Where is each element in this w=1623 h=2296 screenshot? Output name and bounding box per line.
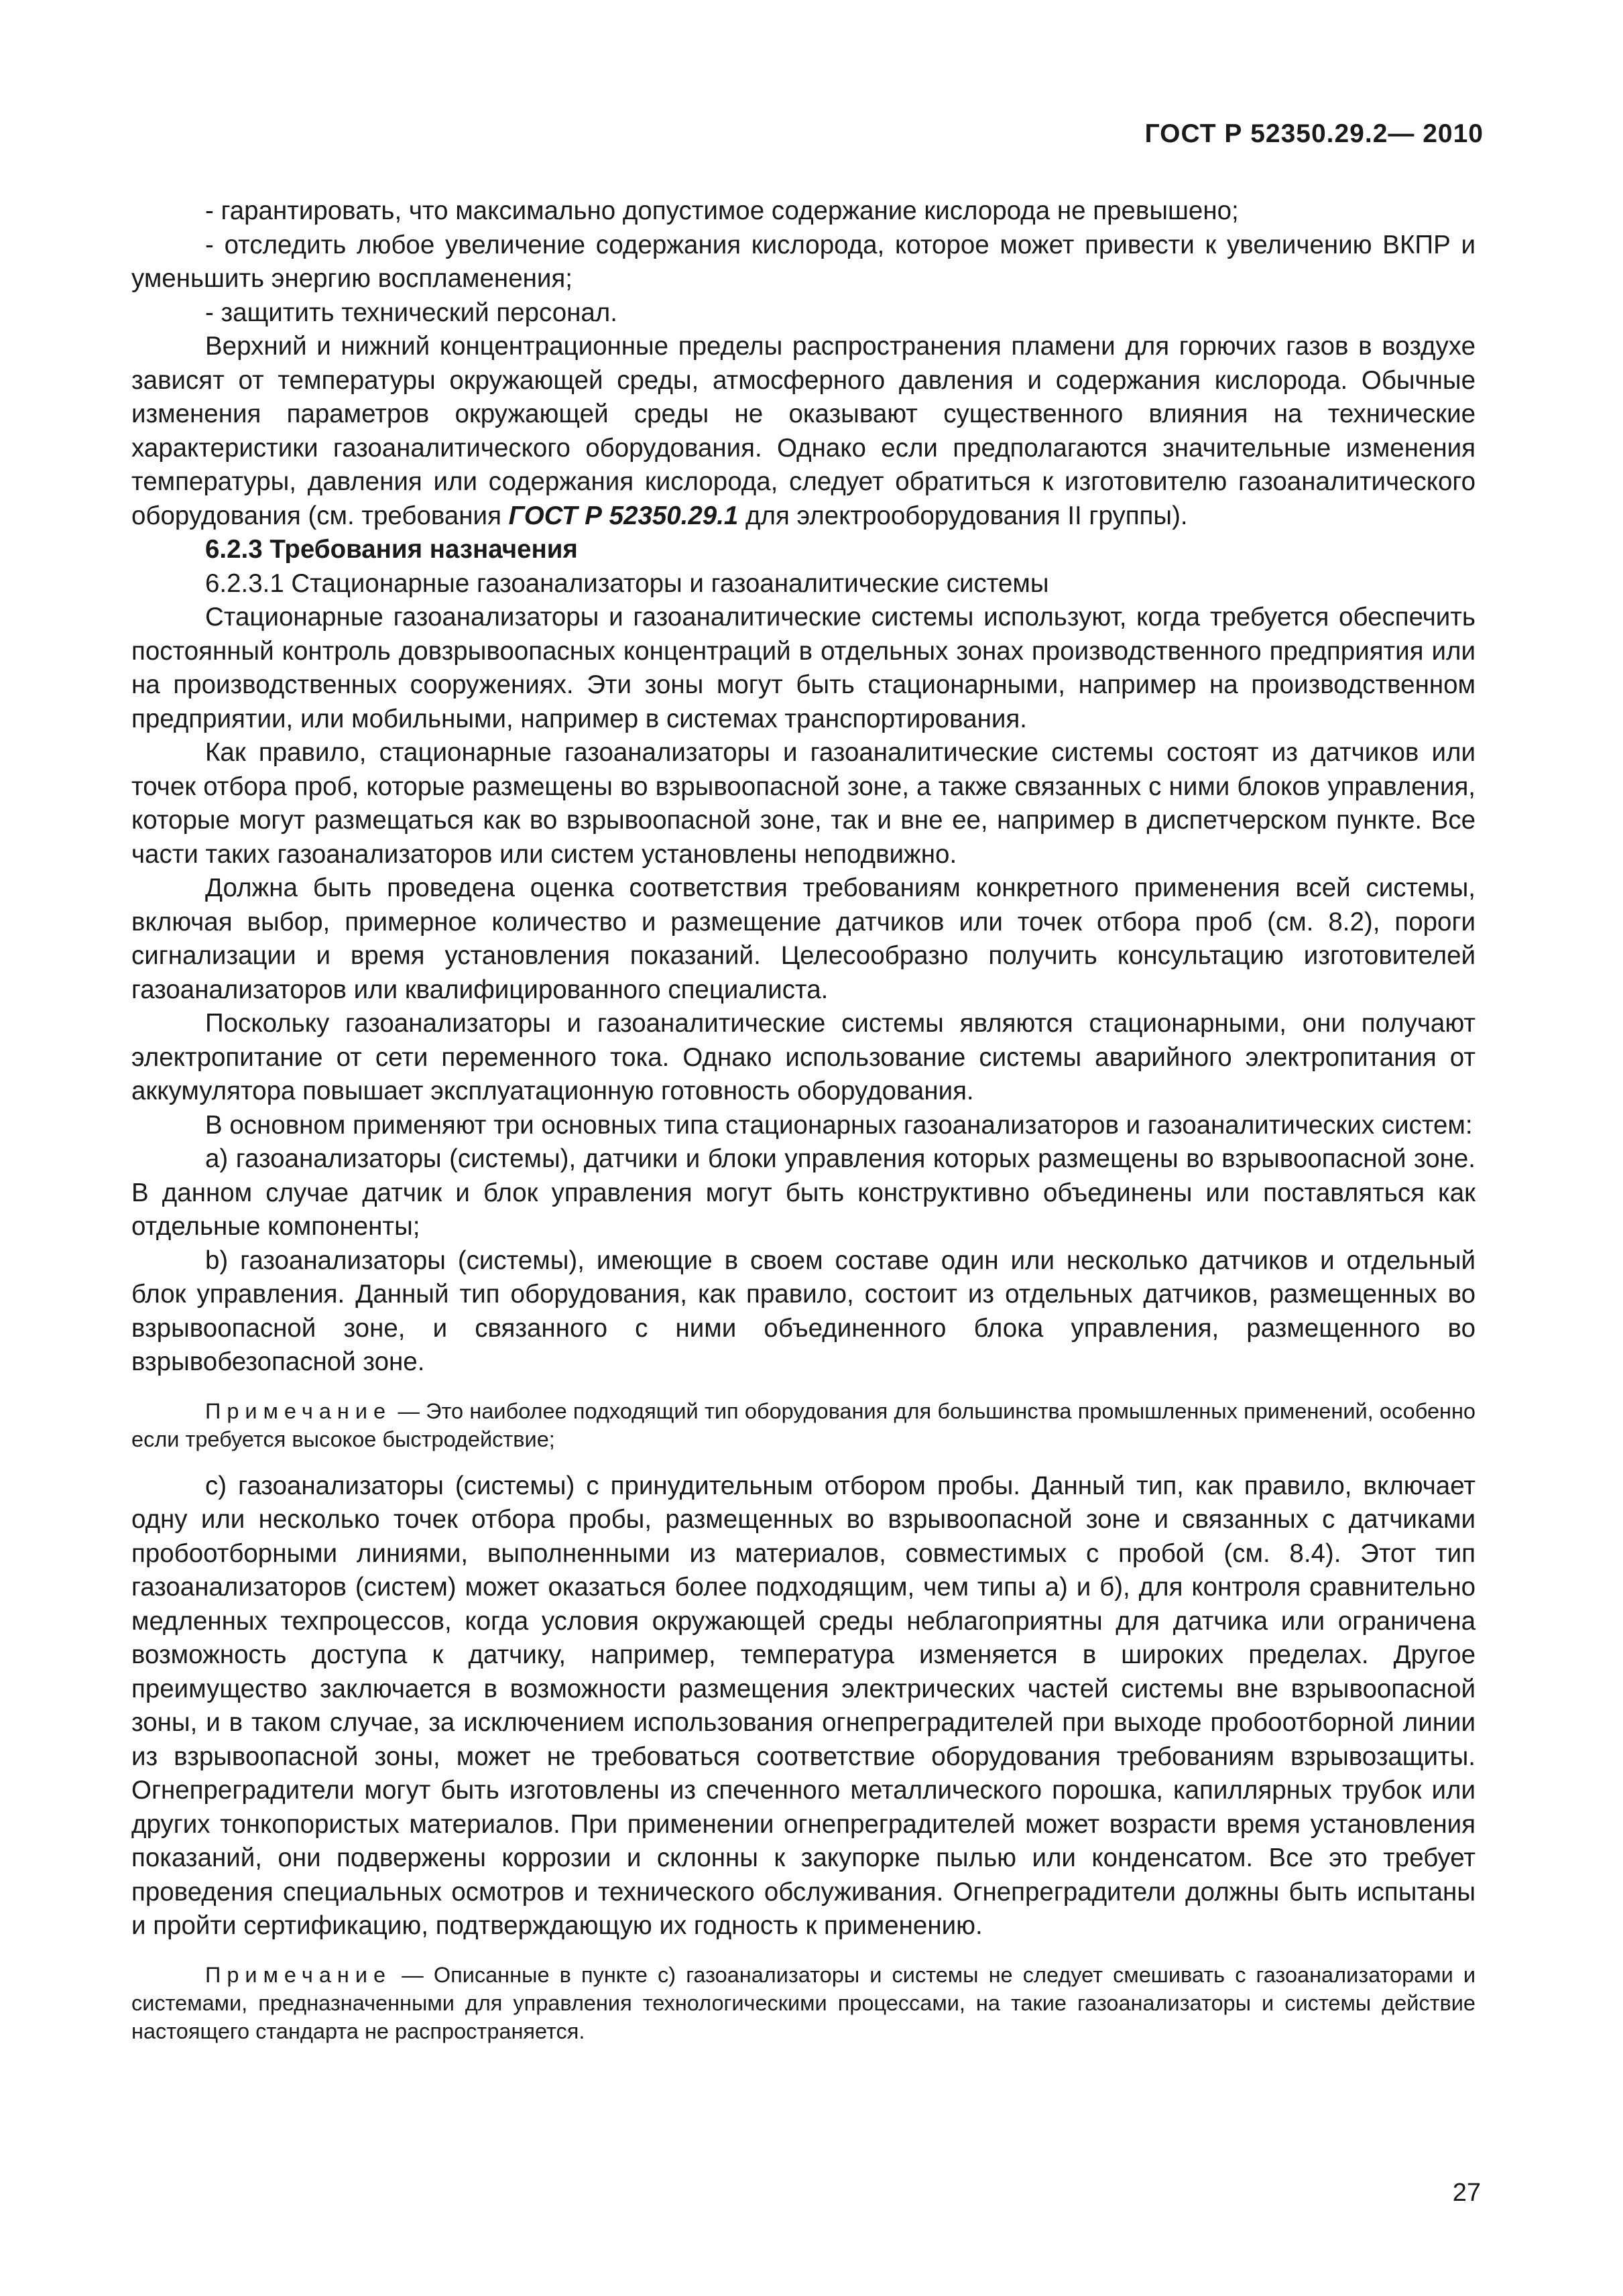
paragraph-conformity-assessment: Должна быть проведена оценка соответствия требованиям конкретного применения всей системы, включая выбор, примерное количество и размещение датчиков или точек отбора проб (см. 8.2), пороги сигнализации и время установления показаний. Целесообразно получить консультацию изготовителей газоанализаторов или квалифицированного специалиста. <box>131 873 1476 1004</box>
paragraph-concentration-limits <box>131 330 1476 533</box>
note-label: Примечание <box>205 1398 392 1423</box>
note-label: Примечание <box>205 1962 392 1987</box>
paragraph-three-types: В основном применяют три основных типа стационарных газоанализаторов и газоаналитических систем: <box>205 1110 1473 1140</box>
paragraph-stationary-analyzers: Стационарные газоанализаторы и газоаналитические системы используют, когда требуется обеспечить постоянный контроль довзрывоопасных концентраций в отдельных зонах производственного предприятия или на производственных сооружениях. Эти зоны могут быть стационарными, например на производственном предприятии, или мобильными, например в системах транспортирования. <box>131 603 1476 733</box>
document-body <box>131 194 1476 2061</box>
note-text: — Это наиболее подходящий тип оборудования для большинства промышленных применений, особенно если требуется высокое быстродействие; <box>131 1398 1476 1451</box>
note-1 <box>131 1397 1476 1453</box>
paragraph-text: Верхний и нижний концентрационные пределы распространения пламени для горючих газов в воздухе зависят от температуры окружающей среды, атмосферного давления и содержания кислорода. Обычные изменения параметров окружающей среды не оказывают существенного влияния на технические характеристики газоаналитического оборудования. Однако если предполагаются значительные изменения температуры, давления или содержания кислорода, следует обратиться к изготовителю газоаналитического оборудования (см. требования <box>131 332 1476 530</box>
page-number: 27 <box>1452 2179 1481 2207</box>
document-code-header: ГОСТ Р 52350.29.2— 2010 <box>1144 119 1484 148</box>
paragraph-bullet-2: - отследить любое увеличение содержания кислорода, которое может привести к увеличению ВКПР и уменьшить энергию воспламенения; <box>131 230 1476 293</box>
paragraph-text: для электрооборудования II группы). <box>738 501 1188 530</box>
section-heading: 6.2.3 Требования назначения <box>205 535 578 564</box>
paragraph-bullet-3: - защитить технический персонал. <box>205 298 617 327</box>
note-text: — Описанные в пункте с) газоанализаторы и системы не следует смешивать с газоанализаторами и системами, предназначенными для управления технологическими процессами, на такие газоанализаторы и системы действие настоящего стандарта не распространяется. <box>131 1962 1476 2043</box>
paragraph-power-supply: Поскольку газоанализаторы и газоаналитические системы являются стационарными, они получают электропитание от сети переменного тока. Однако использование системы аварийного электропитания от аккумулятора повышает эксплуатационную готовность оборудования. <box>131 1009 1476 1105</box>
note-2 <box>131 1961 1476 2045</box>
paragraph-components: Как правило, стационарные газоанализаторы и газоаналитические системы состоят из датчиков или точек отбора проб, которые размещены во взрывоопасной зоне, а также связанных с ними блоков управления, которые могут размещаться как во взрывоопасной зоне, так и вне ее, например в диспетчерском пункте. Все части таких газоанализаторов или систем установлены неподвижно. <box>131 738 1476 869</box>
list-item-b: b) газоанализаторы (системы), имеющие в своем составе один или несколько датчиков и отдельный блок управления. Данный тип оборудования, как правило, состоит из отдельных датчиков, размещенных во взрывоопасной зоне, и связанного с ними объединенного блока управления, размещенного во взрывобезопасной зоне. <box>131 1246 1476 1376</box>
paragraph-bullet-1: - гарантировать, что максимально допустимое содержание кислорода не превышено; <box>205 196 1239 225</box>
list-item-a: а) газоанализаторы (системы), датчики и блоки управления которых размещены во взрывоопасной зоне. В данном случае датчик и блок управления могут быть конструктивно объединены или поставляться как отдельные компоненты; <box>131 1144 1476 1241</box>
subsection-heading: 6.2.3.1 Стационарные газоанализаторы и газоаналитические системы <box>205 568 1049 598</box>
standard-reference: ГОСТ Р 52350.29.1 <box>508 501 739 530</box>
list-item-c: с) газоанализаторы (системы) с принудительным отбором пробы. Данный тип, как правило, включает одну или несколько точек отбора пробы, размещенных во взрывоопасной зоне и связанных с датчиками пробоотборными линиями, выполненными из материалов, совместимых с пробой (см. 8.4). Этот тип газоанализаторов (систем) может оказаться более подходящим, чем типы а) и б), для контроля сравнительно медленных техпроцессов, когда условия окружающей среды неблагоприятны для датчика или ограничена возможность доступа к датчику, например, температура изменяется в широких пределах. Другое преимущество заключается в возможности размещения электрических частей системы вне взрывоопасной зоны, и в таком случае, за исключением использования огнепреградителей при выходе пробоотборной линии из взрывоопасной зоны, может не требоваться соответствие оборудования требованиям взрывозащиты. Огнепреградители могут быть изготовлены из спеченного металлического порошка, капиллярных трубок или других тонкопористых материалов. При применении огнепреградителей может возрасти время установления показаний, они подвержены коррозии и склонны к закупорке пылью или конденсатом. Все это требует проведения специальных осмотров и технического обслуживания. Огнепреградители должны быть испытаны и пройти сертификацию, подтверждающую их годность к применению. <box>131 1471 1476 1940</box>
